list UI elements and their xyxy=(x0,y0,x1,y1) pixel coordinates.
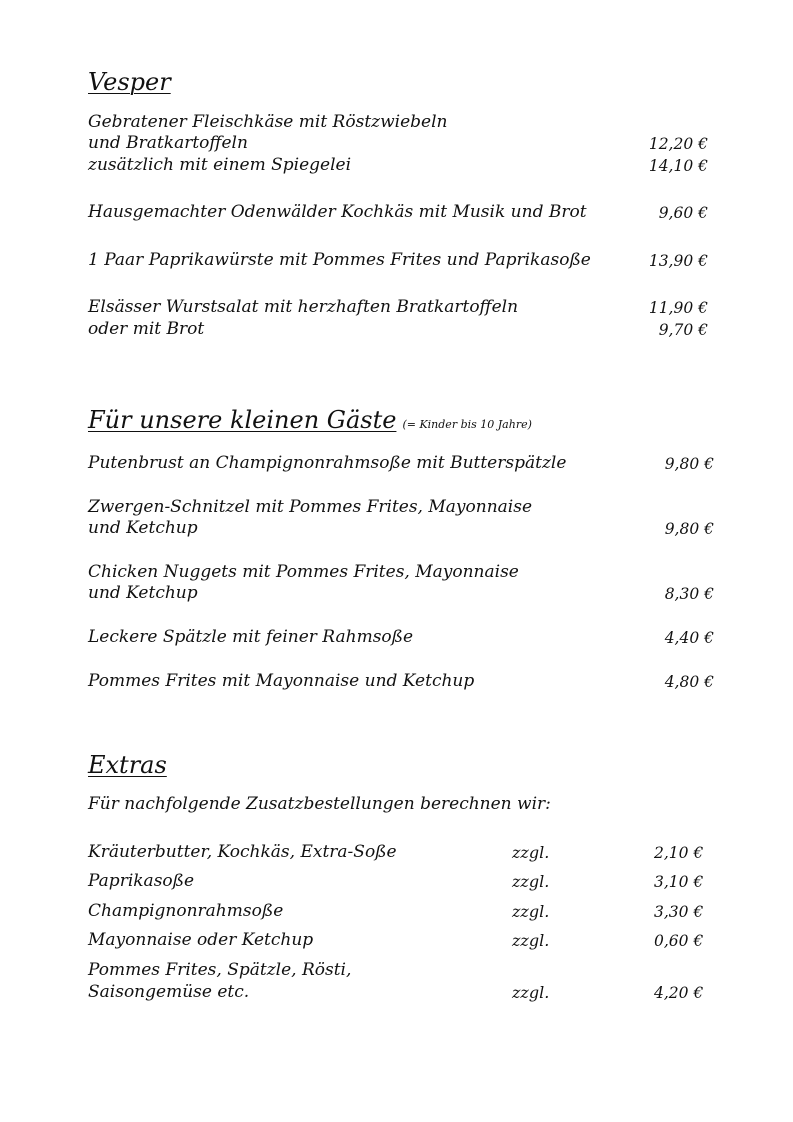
extra-item-zzgl: zzgl. xyxy=(512,872,550,891)
menu-item-text: und Ketchup xyxy=(88,518,198,538)
extra-item-zzgl: zzgl. xyxy=(512,983,550,1002)
menu-item-price: 4,40 € xyxy=(664,629,714,647)
menu-item-price: 4,80 € xyxy=(664,673,714,691)
menu-item-text: und Ketchup xyxy=(88,583,198,603)
menu-item-text: Leckere Spätzle mit feiner Rahmsoße xyxy=(88,627,414,647)
extra-item-text: Paprikasoße xyxy=(88,871,195,891)
section-heading-vesper: Vesper xyxy=(88,68,171,96)
menu-item-price: 12,20 € xyxy=(648,135,708,153)
kids-heading-text: Für unsere kleinen Gäste xyxy=(88,406,397,434)
menu-item-price: 11,90 € xyxy=(648,299,708,317)
menu-item-text: oder mit Brot xyxy=(88,319,205,339)
extra-item-price: 0,60 € xyxy=(654,932,704,950)
extra-item-text: Saisongemüse etc. xyxy=(88,982,250,1002)
menu-item-text: Gebratener Fleischkäse mit Röstzwiebeln xyxy=(88,112,448,132)
menu-item-text: Elsässer Wurstsalat mit herzhaften Bratkartoffeln xyxy=(88,297,519,317)
extra-item-price: 4,20 € xyxy=(654,984,704,1002)
extra-item-text: Kräuterbutter, Kochkäs, Extra-Soße xyxy=(88,842,397,862)
menu-item-text: Putenbrust an Champignonrahmsoße mit Butterspätzle xyxy=(88,453,567,473)
menu-item-price: 9,80 € xyxy=(664,520,714,538)
extra-item-text: Champignonrahmsoße xyxy=(88,901,284,921)
menu-item-text: Pommes Frites mit Mayonnaise und Ketchup xyxy=(88,671,475,691)
menu-item-text: 1 Paar Paprikawürste mit Pommes Frites und Paprikasoße xyxy=(88,250,591,270)
menu-item-text: Zwergen-Schnitzel mit Pommes Frites, Mayonnaise xyxy=(88,497,533,517)
extra-item-zzgl: zzgl. xyxy=(512,931,550,950)
extra-item-text: Pommes Frites, Spätzle, Rösti, xyxy=(88,960,352,980)
menu-item-price: 9,60 € xyxy=(658,204,708,222)
kids-age-note: (= Kinder bis 10 Jahre) xyxy=(402,418,532,431)
menu-item-price: 8,30 € xyxy=(664,585,714,603)
menu-item-text: zusätzlich mit einem Spiegelei xyxy=(88,155,352,175)
menu-item-text: und Bratkartoffeln xyxy=(88,133,248,153)
extras-intro: Für nachfolgende Zusatzbestellungen berechnen wir: xyxy=(88,794,551,814)
menu-item-price: 14,10 € xyxy=(648,157,708,175)
extra-item-price: 3,30 € xyxy=(654,903,704,921)
menu-item-text: Chicken Nuggets mit Pommes Frites, Mayonnaise xyxy=(88,562,519,582)
extra-item-zzgl: zzgl. xyxy=(512,843,550,862)
section-heading-extras: Extras xyxy=(88,751,167,779)
menu-item-price: 13,90 € xyxy=(648,252,708,270)
extra-item-zzgl: zzgl. xyxy=(512,902,550,921)
extra-item-price: 3,10 € xyxy=(654,873,704,891)
menu-item-price: 9,70 € xyxy=(658,321,708,339)
menu-item-price: 9,80 € xyxy=(664,455,714,473)
menu-item-text: Hausgemachter Odenwälder Kochkäs mit Musik und Brot xyxy=(88,202,587,222)
extra-item-text: Mayonnaise oder Ketchup xyxy=(88,930,314,950)
extra-item-price: 2,10 € xyxy=(654,844,704,862)
section-heading-kids xyxy=(88,405,532,440)
